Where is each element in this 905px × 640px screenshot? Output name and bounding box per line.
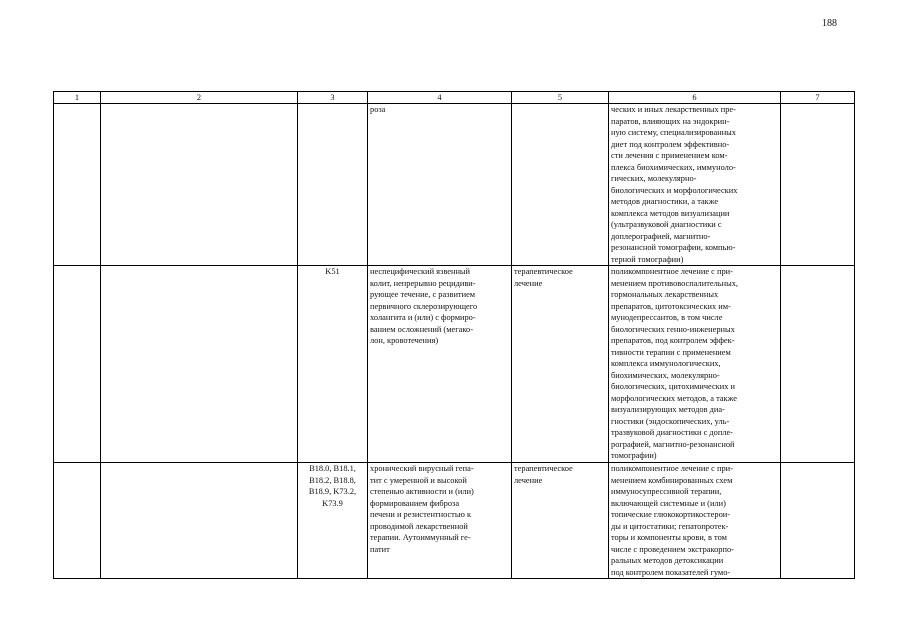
table-row: [54, 104, 855, 266]
column-header-7: 7: [781, 92, 855, 104]
cell-treatment-method: поликомпонентное лечение с при- менением противовоспалительных, гормональных лекарственных препаратов, цитотоксических им- мунодепрессантов, в том числе биологических генно-инженерных препаратов, под контролем эффек- тивности терапии с применением комплекса иммунологических, биохимических, молекулярно- биологических, цитохимических и морфологических методов, а также визуализирующих методов диа- гностики (эндоскопических, уль- тразвуковой диагностики с допле- рографией, магнитно-резонансной томографии): [609, 266, 781, 463]
column-header-2: 2: [101, 92, 298, 104]
column-header-4: 4: [368, 92, 512, 104]
cell-col7: [781, 462, 855, 578]
cell-patient-model: роза: [368, 104, 512, 266]
table-row: [54, 266, 855, 463]
column-header-3: 3: [298, 92, 368, 104]
cell-col2: [101, 266, 298, 463]
cell-patient-model: неспецифический язвенный колит, непрерывно рецидиви- рующее течение, с развитием первичного склерозирующего холангита и (или) с формиро- ванием осложнений (мегако- лон, кровотечения): [368, 266, 512, 463]
column-header-6: 6: [609, 92, 781, 104]
cell-col1: [54, 104, 101, 266]
cell-col7: [781, 104, 855, 266]
cell-treatment-type: [512, 104, 609, 266]
cell-treatment-type: терапевтическое лечение: [512, 462, 609, 578]
cell-diagnosis-code: K51: [298, 266, 368, 463]
page-number: 188: [822, 18, 837, 29]
cell-col2: [101, 104, 298, 266]
cell-treatment-method: поликомпонентное лечение с при- менением комбинированных схем иммуносупрессивной терапии, включающей системные и (или) топические глюкокортикостерои- ды и цитостатики; гепатопротек- торы и компоненты крови, в том числе с проведением экстракорпо- ральных методов детоксикации под контролем показателей гумо-: [609, 462, 781, 578]
cell-treatment-type: терапевтическое лечение: [512, 266, 609, 463]
cell-col1: [54, 462, 101, 578]
header-row: [54, 92, 855, 104]
cell-col1: [54, 266, 101, 463]
cell-col7: [781, 266, 855, 463]
medical-care-table: [53, 91, 855, 579]
cell-diagnosis-code: [298, 104, 368, 266]
cell-diagnosis-code: B18.0, B18.1, B18.2, B18.8, B18.9, K73.2, K73.9: [298, 462, 368, 578]
column-header-1: 1: [54, 92, 101, 104]
cell-treatment-method: ческих и иных лекарственных пре- паратов, влияющих на эндокрин- ную систему, специализированных диет под контролем эффективно- сти лечения с применением ком- плекса биохимических, иммуноло- гических, молекулярно- биологических и морфологических методов диагностики, а также комплекса методов визуализации (ультразвуковой диагностики с доплерографией, магнитно- резонансной томографии, компью- терной томографии): [609, 104, 781, 266]
cell-col2: [101, 462, 298, 578]
cell-patient-model: хронический вирусный гепа- тит с умеренной и высокой степенью активности и (или) формированием фиброза печени и резистентностью к проводимой лекарственной терапии. Аутоиммунный ге- патит: [368, 462, 512, 578]
table-row: [54, 462, 855, 578]
column-header-5: 5: [512, 92, 609, 104]
